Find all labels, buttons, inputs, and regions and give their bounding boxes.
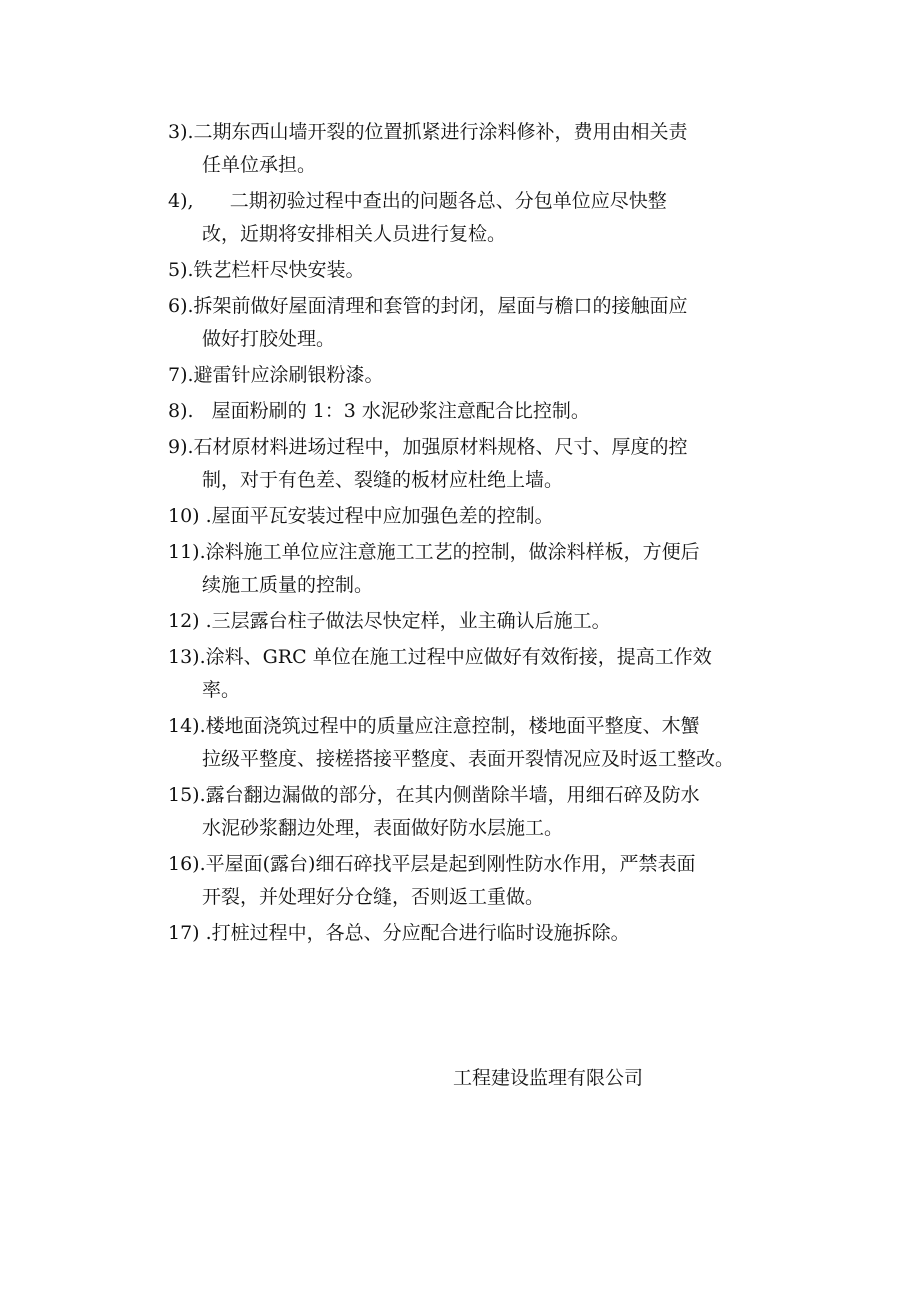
company-signature: 工程建设监理有限公司	[453, 1067, 644, 1089]
item-first-line	[168, 116, 788, 149]
item-number: 16)	[168, 853, 200, 875]
list-item	[168, 848, 788, 914]
item-number: 3)	[168, 121, 188, 143]
item-first-line	[168, 185, 788, 218]
item-number: 10)	[168, 505, 200, 527]
item-text: 任单位承担。	[202, 154, 317, 176]
item-text: .平屋面(露台)细石碎找平层是起到刚性防水作用，严禁表面	[199, 853, 696, 875]
item-number: 8)	[168, 400, 188, 422]
item-continuation-line	[168, 674, 788, 707]
item-text: .露台翻边漏做的部分，在其内侧凿除半墙，用细石碎及防水	[199, 784, 700, 806]
item-text: 改，近期将安排相关人员进行复检。	[202, 223, 507, 245]
item-first-line	[168, 395, 788, 428]
list-item	[168, 641, 788, 707]
item-number: 7)	[168, 364, 188, 386]
item-text: .石材原材料进场过程中，加强原材料规格、尺寸、厚度的控	[187, 436, 688, 458]
item-number: 6)	[168, 295, 188, 317]
list-item	[168, 116, 788, 182]
list-item	[168, 917, 788, 950]
item-text: 开裂，并处理好分仓缝，否则返工重做。	[202, 886, 545, 908]
item-text: .涂料、GRC 单位在施工过程中应做好有效衔接，提高工作效	[199, 646, 712, 668]
item-number: 5)	[168, 259, 188, 281]
item-continuation-line	[168, 218, 788, 251]
item-text: 拉级平整度、接槎搭接平整度、表面开裂情况应及时返工整改。	[202, 748, 735, 770]
item-number: 14)	[168, 715, 200, 737]
list-item	[168, 254, 788, 287]
list-item	[168, 431, 788, 497]
list-item	[168, 779, 788, 845]
item-number: 9)	[168, 436, 188, 458]
item-text: 水泥砂浆翻边处理，表面做好防水层施工。	[202, 817, 564, 839]
item-first-line	[168, 431, 788, 464]
item-text: .二期东西山墙开裂的位置抓紧进行涂料修补，费用由相关责	[187, 121, 688, 143]
item-text: . 屋面粉刷的 1：3 水泥砂浆注意配合比控制。	[187, 400, 590, 422]
list-item	[168, 185, 788, 251]
list-item	[168, 395, 788, 428]
item-text: 续施工质量的控制。	[202, 574, 374, 596]
item-first-line	[168, 359, 788, 392]
item-continuation-line	[168, 812, 788, 845]
item-number: 17)	[168, 922, 200, 944]
item-first-line	[168, 254, 788, 287]
item-text: .拆架前做好屋面清理和套管的封闭，屋面与檐口的接触面应	[187, 295, 688, 317]
item-number: 12)	[168, 610, 200, 632]
item-first-line	[168, 290, 788, 323]
item-first-line	[168, 848, 788, 881]
item-number: 15)	[168, 784, 200, 806]
instruction-list	[168, 116, 788, 953]
item-number: 11)	[168, 541, 200, 563]
item-continuation-line	[168, 569, 788, 602]
item-number: 13)	[168, 646, 200, 668]
item-text: 二期初验过程中查出的问题各总、分包单位应尽快整	[193, 190, 667, 212]
list-item	[168, 605, 788, 638]
item-first-line	[168, 779, 788, 812]
item-text: 做好打胶处理。	[202, 328, 336, 350]
item-first-line	[168, 641, 788, 674]
item-text: .避雷针应涂刷银粉漆。	[187, 364, 384, 386]
item-continuation-line	[168, 743, 788, 776]
item-continuation-line	[168, 149, 788, 182]
item-continuation-line	[168, 464, 788, 497]
item-text: .楼地面浇筑过程中的质量应注意控制，楼地面平整度、木蟹	[199, 715, 700, 737]
list-item	[168, 290, 788, 356]
item-first-line	[168, 536, 788, 569]
item-text: .屋面平瓦安装过程中应加强色差的控制。	[199, 505, 554, 527]
list-item	[168, 500, 788, 533]
item-text: 制，对于有色差、裂缝的板材应杜绝上墙。	[202, 469, 564, 491]
list-item	[168, 359, 788, 392]
item-first-line	[168, 500, 788, 533]
item-text: 率。	[202, 679, 241, 701]
item-text: .铁艺栏杆尽快安装。	[187, 259, 365, 281]
item-text: .涂料施工单位应注意施工工艺的控制，做涂料样板，方便后	[199, 541, 700, 563]
item-number: 4),	[168, 190, 194, 212]
list-item	[168, 536, 788, 602]
item-first-line	[168, 710, 788, 743]
item-continuation-line	[168, 881, 788, 914]
item-first-line	[168, 605, 788, 638]
item-continuation-line	[168, 323, 788, 356]
item-text: .三层露台柱子做法尽快定样，业主确认后施工。	[199, 610, 611, 632]
list-item	[168, 710, 788, 776]
item-first-line	[168, 917, 788, 950]
item-text: .打桩过程中，各总、分应配合进行临时设施拆除。	[199, 922, 630, 944]
